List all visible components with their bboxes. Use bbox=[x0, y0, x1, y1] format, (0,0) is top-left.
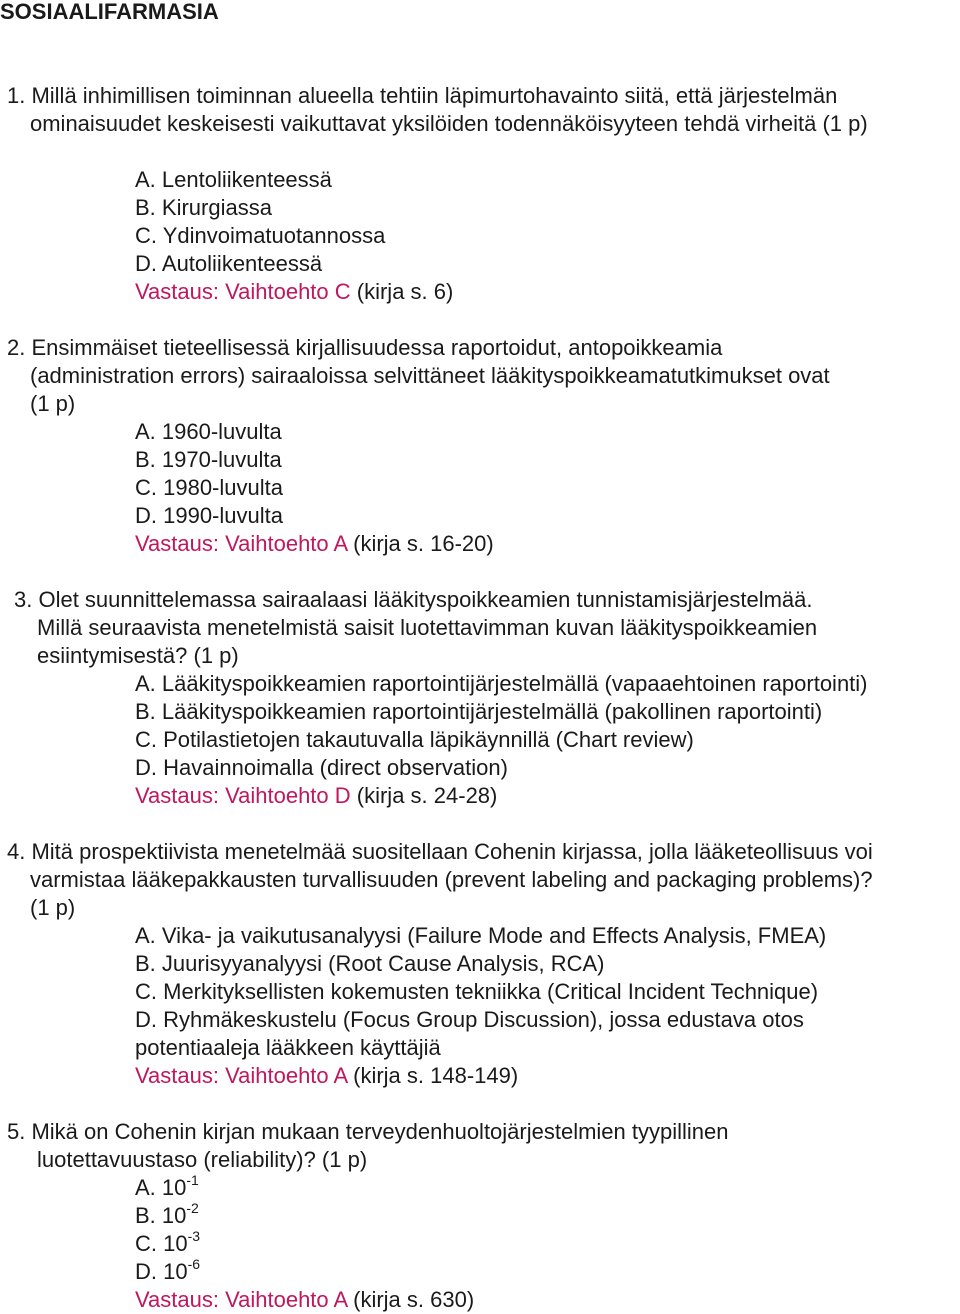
question-5-text: luotettavuustaso (reliability)? (1 p) bbox=[37, 1147, 368, 1172]
question-2-text: (1 p) bbox=[30, 391, 76, 416]
option-4c: C. Merkityksellisten kokemusten tekniikka (Critical Incident Technique) bbox=[135, 979, 819, 1004]
answer-1 bbox=[135, 278, 453, 306]
option-base: C. 10 bbox=[135, 1231, 188, 1256]
answer-label: Vastaus: Vaihtoehto C bbox=[135, 279, 351, 304]
question-1-text: 1. Millä inhimillisen toiminnan alueella tehtiin läpimurtohavainto siitä, että järjestelmän bbox=[7, 83, 838, 108]
option-4d-continued: potentiaaleja lääkkeen käyttäjiä bbox=[135, 1035, 441, 1060]
answer-reference: (kirja s. 16-20) bbox=[347, 531, 494, 556]
answer-reference: (kirja s. 630) bbox=[347, 1287, 475, 1312]
option-5c bbox=[135, 1227, 201, 1258]
option-5d bbox=[135, 1255, 201, 1286]
option-exponent: -1 bbox=[186, 1171, 199, 1188]
option-3c: C. Potilastietojen takautuvalla läpikäynnillä (Chart review) bbox=[135, 727, 694, 752]
answer-5 bbox=[135, 1286, 474, 1314]
option-1a: A. Lentoliikenteessä bbox=[135, 167, 332, 192]
question-2-text: 2. Ensimmäiset tieteellisessä kirjallisuudessa raportoidut, antopoikkeamia bbox=[7, 335, 723, 360]
option-2b: B. 1970-luvulta bbox=[135, 447, 282, 472]
answer-reference: (kirja s. 6) bbox=[350, 279, 454, 304]
option-4b: B. Juurisyyanalyysi (Root Cause Analysis, RCA) bbox=[135, 951, 605, 976]
question-2-text: (administration errors) sairaaloissa selvittäneet lääkityspoikkeamatutkimukset ovat bbox=[30, 363, 830, 388]
option-5b bbox=[135, 1199, 199, 1230]
option-2a: A. 1960-luvulta bbox=[135, 419, 282, 444]
option-exponent: -2 bbox=[186, 1199, 199, 1216]
option-base: A. 10 bbox=[135, 1175, 187, 1200]
question-3-text: esiintymisestä? (1 p) bbox=[37, 643, 239, 668]
option-5a bbox=[135, 1171, 199, 1202]
answer-label: Vastaus: Vaihtoehto A bbox=[135, 1287, 348, 1312]
answer-label: Vastaus: Vaihtoehto D bbox=[135, 783, 351, 808]
question-4-text: varmistaa lääkepakkausten turvallisuuden (prevent labeling and packaging problems)? bbox=[30, 867, 873, 892]
option-3b: B. Lääkityspoikkeamien raportointijärjestelmällä (pakollinen raportointi) bbox=[135, 699, 823, 724]
option-1d: D. Autoliikenteessä bbox=[135, 251, 323, 276]
question-3-text: Millä seuraavista menetelmistä saisit luotettavimman kuvan lääkityspoikkeamien bbox=[37, 615, 818, 640]
option-exponent: -3 bbox=[187, 1227, 201, 1244]
option-2d: D. 1990-luvulta bbox=[135, 503, 283, 528]
option-3d: D. Havainnoimalla (direct observation) bbox=[135, 755, 508, 780]
answer-label: Vastaus: Vaihtoehto A bbox=[135, 531, 348, 556]
answer-3 bbox=[135, 782, 497, 810]
option-base: B. 10 bbox=[135, 1203, 187, 1228]
option-4a: A. Vika- ja vaikutusanalyysi (Failure Mode and Effects Analysis, FMEA) bbox=[135, 923, 827, 948]
option-2c: C. 1980-luvulta bbox=[135, 475, 283, 500]
question-4-text: (1 p) bbox=[30, 895, 76, 920]
answer-label: Vastaus: Vaihtoehto A bbox=[135, 1063, 348, 1088]
option-1c: C. Ydinvoimatuotannossa bbox=[135, 223, 386, 248]
answer-reference: (kirja s. 24-28) bbox=[350, 783, 498, 808]
answer-4 bbox=[135, 1062, 518, 1090]
question-4-text: 4. Mitä prospektiivista menetelmää suositellaan Cohenin kirjassa, jolla lääketeollisuus voi bbox=[7, 839, 873, 864]
question-5-text: 5. Mikä on Cohenin kirjan mukaan terveydenhuoltojärjestelmien tyypillinen bbox=[7, 1119, 729, 1144]
question-3-text: 3. Olet suunnittelemassa sairaalaasi lääkityspoikkeamien tunnistamisjärjestelmää. bbox=[14, 587, 813, 612]
option-1b: B. Kirurgiassa bbox=[135, 195, 272, 220]
answer-2 bbox=[135, 530, 494, 558]
page-title: SOSIAALIFARMASIA bbox=[0, 0, 219, 24]
option-exponent: -6 bbox=[187, 1255, 201, 1272]
option-4d: D. Ryhmäkeskustelu (Focus Group Discussion), jossa edustava otos bbox=[135, 1007, 804, 1032]
answer-reference: (kirja s. 148-149) bbox=[347, 1063, 519, 1088]
option-base: D. 10 bbox=[135, 1259, 188, 1284]
question-1-text: ominaisuudet keskeisesti vaikuttavat yksilöiden todennäköisyyteen tehdä virheitä (1 p) bbox=[30, 111, 868, 136]
option-3a: A. Lääkityspoikkeamien raportointijärjestelmällä (vapaaehtoinen raportointi) bbox=[135, 671, 868, 696]
